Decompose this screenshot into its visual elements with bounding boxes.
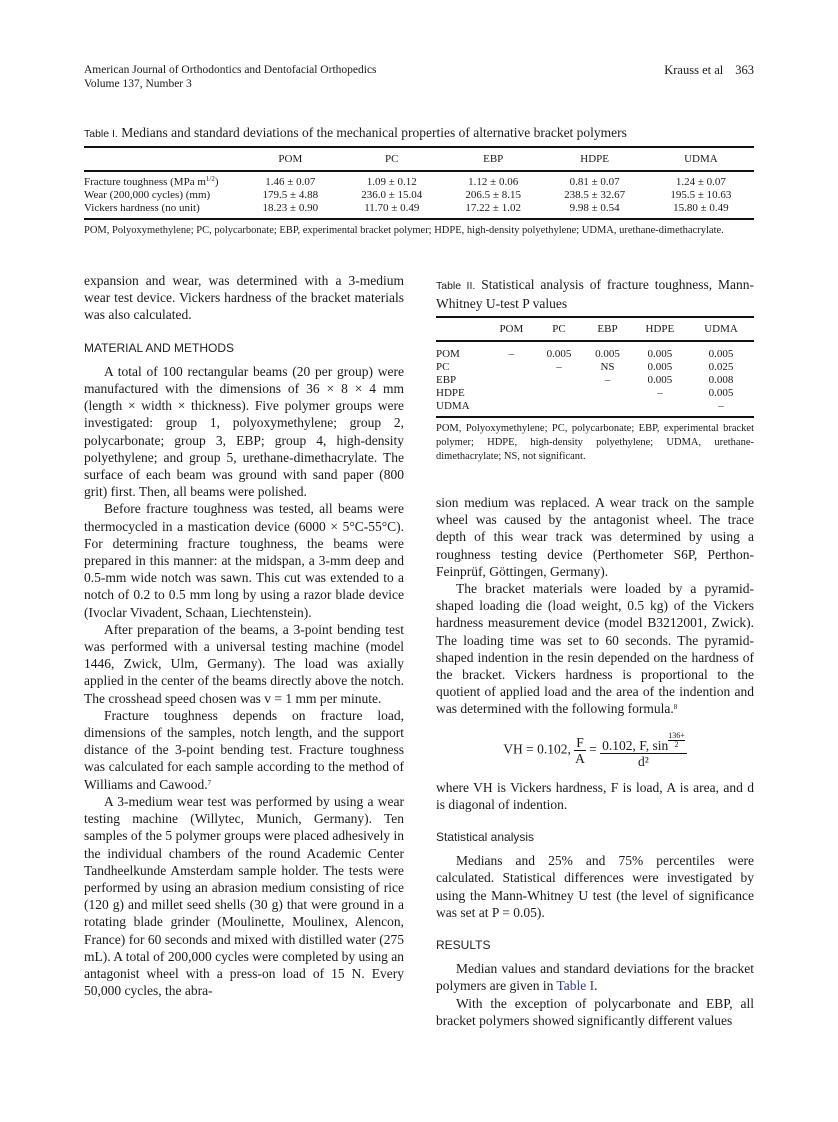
cell [535, 387, 584, 400]
cell [535, 374, 584, 387]
row-label: Fracture toughness (MPa $m^{1/2}$) [84, 175, 219, 188]
table-row [436, 400, 754, 413]
table-1-caption [84, 124, 754, 143]
left-column [84, 272, 404, 999]
cell: 0.005 [647, 348, 673, 360]
cell [632, 400, 688, 413]
authors: Krauss et al [664, 63, 724, 77]
cell: – [508, 348, 515, 360]
cell: 11.70 ± 0.49 [364, 202, 420, 214]
table-2-header-row [436, 318, 754, 341]
col-header: UDMA [684, 153, 718, 165]
table-2-caption [436, 276, 754, 312]
cell: – [657, 387, 663, 399]
cell: 1.12 ± 0.06 [468, 176, 519, 188]
col-header: PC [552, 323, 566, 335]
cell: 236.0 ± 15.04 [361, 189, 423, 201]
table-1-footnote: POM, Polyoxymethylene; PC, polycarbonate; EBP, experimental bracket polymer; HDPE, high-density polyethylene; UDMA, urethane-dimethacrylate. [84, 225, 724, 236]
paragraph: Medians and 25% and 75% percentiles were calculated. Statistical differences were investigated by using the Mann-Whitney U test (the level of significance was set at P = 0.05). [436, 853, 754, 920]
col-header: EBP [483, 153, 504, 165]
cell [535, 400, 584, 413]
table-1-grid [84, 148, 754, 218]
col-header: EBP [597, 323, 618, 335]
cell [488, 374, 535, 387]
row-label: Vickers hardness (no unit) [84, 202, 200, 214]
row-label: POM [436, 348, 460, 360]
table-2-footnote: POM, Polyoxymethylene; PC, polycarbonate; EBP, experimental bracket polymer; HDPE, high-density polyethylene; UDMA, urethane-dimethacrylate; NS, not significant. [436, 423, 754, 462]
cell: 206.5 ± 8.15 [465, 189, 521, 201]
table-2-title: Statistical analysis of fracture toughness, Mann-Whitney U-test P values [436, 277, 754, 311]
table-row [84, 202, 754, 215]
table-row [436, 361, 754, 374]
cell: 0.005 [647, 374, 673, 386]
table-2-label: Table II. [436, 280, 476, 292]
row-label: HDPE [436, 387, 465, 399]
reference-marker[interactable]: 7 [207, 778, 212, 787]
paragraph: sion medium was replaced. A wear track on the sample wheel was caused by the antagonist wheel. The trace depth of this wear track was determined by using a roughness testing device (Perthometer S6P, Perthon-Feinprüf, Göttingen, Germany). [436, 495, 754, 579]
section-heading-results: RESULTS [436, 938, 491, 953]
table-1-link[interactable]: Table I [556, 978, 595, 994]
table-1 [84, 124, 754, 238]
col-header: HDPE [580, 153, 609, 165]
col-header: HDPE [645, 323, 675, 335]
vickers-formula: VH = 0.102, $\frac{F}{A}$ = 0.102, F, sin $\frac{136+}{2}$ d² [503, 730, 685, 769]
paragraph: Before fracture toughness was tested, all beams were thermocycled in a mastication device (6000 × 5°C-55°C). For determining fracture toughness, the beams were prepared in this manner: at the midspan, a 3-mm deep and 0.5-mm wide notch was sawn. This cut was extended to a notch of 0.2 to 0.5 mm long by using a razor blade device (Ivoclar Vivadent, Schaan, Liechtenstein). [84, 501, 404, 620]
col-header: POM [499, 323, 524, 335]
page-number: 363 [735, 63, 754, 77]
cell: 1.24 ± 0.07 [675, 176, 726, 188]
cell [488, 400, 535, 413]
cell: 0.81 ± 0.07 [569, 176, 620, 188]
cell: 195.5 ± 10.63 [670, 189, 732, 201]
cell: 0.008 [708, 374, 734, 386]
cell: 0.005 [546, 348, 572, 360]
cell: 17.22 ± 1.02 [465, 202, 521, 214]
table-2 [436, 276, 754, 464]
journal-info [84, 63, 377, 91]
table-1-header-row [84, 148, 754, 171]
paragraph: With the exception of polycarbonate and EBP, all bracket polymers showed significantly different values [436, 995, 754, 1028]
paragraph: Fracture toughness depends on fracture load, dimensions of the samples, notch length, and the support distance of the 3-point bending test. Fracture toughness was calculated for each sample according to the method of Williams and Cawood.$^7$ [84, 707, 404, 792]
col-header [436, 318, 488, 341]
paragraph: A 3-medium wear test was performed by using a wear testing machine (Willytec, Munich, Germany). Ten samples of the 5 polymer groups were placed adhesively in the individual chambers of the round Academic Center Tandheelkunde Amsterdam sample holder. The tests were performed by using an abrasion medium consisting of rice (120 g) and millet seed shells (30 g) that were ground in a rotating blade grinder (Moulinette, Moulinex, Alencon, France) for 60 seconds and mixed with distilled water (275 mL). A total of 200,000 cycles were completed by using an antagonist wheel with a press-on load of 15 N. Every 50,000 cycles, the abra- [84, 793, 404, 999]
paragraph: A total of 100 rectangular beams (20 per group) were manufactured with the dimensions of 36 × 8 × 4 mm (length × width × thickness). Five polymer groups were investigated: group 1, polyoxymethylene; group 2, polycarbonate; group 3, EBP; group 4, high-density polyethylene; and group 5, urethane-dimethacrylate. The surface of each beam was ground with sand paper (800 grit) first. Then, all beams were polished. [84, 363, 404, 500]
col-header: POM [278, 153, 303, 165]
author-page [664, 63, 754, 77]
col-header: PC [385, 153, 399, 165]
paragraph: After preparation of the beams, a 3-point bending test was performed with a universal testing machine (model 1446, Zwick, Ulm, Germany). The load was axially applied in the center of the beams directly above the notch. The crosshead speed chosen was v = 1 mm per minute. [84, 621, 404, 706]
cell: NS [600, 361, 615, 373]
cell: 179.5 ± 4.88 [262, 189, 319, 201]
row-label: Wear (200,000 cycles) (mm) [84, 189, 211, 201]
paragraph: where VH is Vickers hardness, F is load, A is area, and d is diagonal of indention. [436, 779, 754, 812]
cell: – [718, 400, 724, 412]
row-label: EBP [436, 374, 457, 386]
row-label: PC [436, 361, 450, 373]
cell: 0.005 [708, 348, 734, 360]
reference-marker[interactable]: 8 [673, 703, 678, 712]
cell [583, 400, 632, 413]
cell [488, 361, 535, 374]
cell: 0.005 [595, 348, 620, 360]
paragraph: Median values and standard deviations for the bracket polymers are given in Table I. [436, 961, 754, 994]
cell: 15.80 ± 0.49 [673, 202, 729, 214]
table-1-title: Medians and standard deviations of the mechanical properties of alternative bracket polymers [121, 125, 627, 140]
paragraph: expansion and wear, was determined with a 3-medium wear test device. Vickers hardness of the bracket materials was also calculated. [84, 273, 404, 323]
table-2-grid [436, 318, 754, 416]
row-label: UDMA [436, 400, 470, 412]
table-row [436, 387, 754, 400]
cell [488, 387, 535, 400]
section-heading-statistics: Statistical analysis [436, 830, 535, 845]
paragraph: The bracket materials were loaded by a pyramid-shaped loading die (load weight, 0.5 kg) of the Vickers hardness measurement device (model B3212001, Zwick). The loading time was set to 60 seconds. The pyramid-shaped indention in the resin depended on the hardness of the bracket. Vickers hardness is proportional to the quotient of applied load and the area of the indention and was determined with the following formula.$^8$ [436, 581, 754, 717]
table-row [84, 176, 754, 189]
fraction-f-over-a: $\frac{F}{A}$ [575, 734, 585, 766]
table-row [84, 189, 754, 202]
cell: 238.5 ± 32.67 [564, 189, 626, 201]
fraction-main: 0.102, F, sin $\frac{136+}{2}$ d² [602, 730, 685, 769]
cell: 1.09 ± 0.12 [366, 176, 417, 188]
col-header: UDMA [704, 323, 738, 335]
section-heading-methods: MATERIAL AND METHODS [84, 340, 235, 355]
right-column [436, 494, 754, 1029]
cell: 0.005 [708, 387, 734, 399]
table-row [436, 374, 754, 387]
cell: 1.46 ± 0.07 [265, 176, 316, 188]
cell: 0.025 [708, 361, 734, 373]
cell [583, 387, 632, 400]
table-1-label: Table I. [84, 128, 118, 140]
cell: 18.23 ± 0.90 [262, 202, 319, 214]
cell: – [604, 374, 611, 386]
col-header [84, 148, 242, 171]
cell: 0.005 [647, 361, 673, 373]
journal-volume: Volume 137, Number 3 [84, 78, 192, 90]
cell: 9.98 ± 0.54 [569, 202, 620, 214]
cell: – [556, 361, 562, 373]
journal-name: American Journal of Orthodontics and Dentofacial Orthopedics [84, 64, 377, 76]
table-row [436, 348, 754, 361]
